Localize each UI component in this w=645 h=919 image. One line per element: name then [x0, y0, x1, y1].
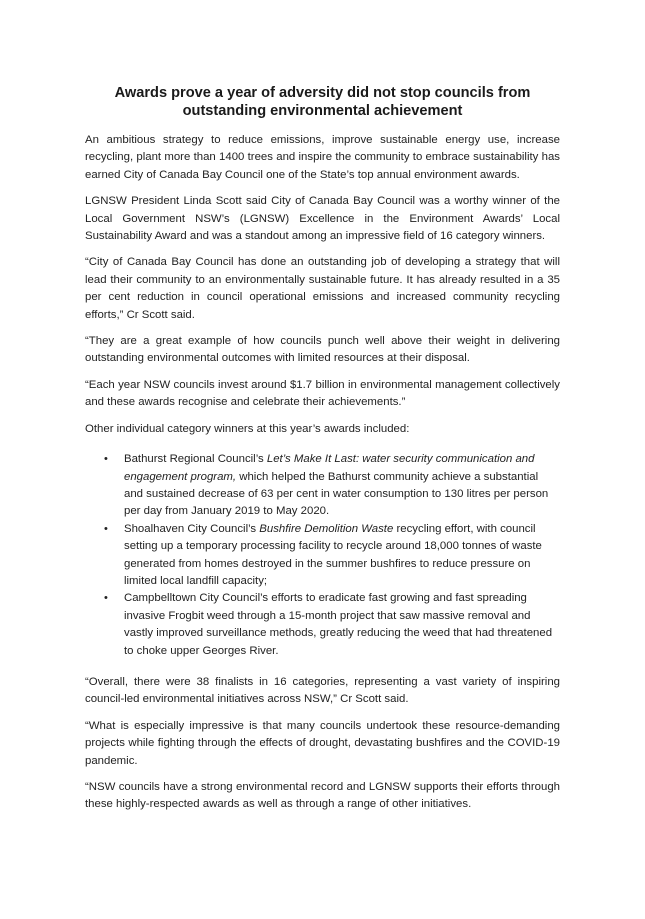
list-item-suffix: recycling effort, with council setting up a temporary processing facility to recycle around 18,000 tonnes of waste generated from homes destroyed in the summer bushfires to reduce pressure on limited local landfill capacity; — [124, 522, 542, 587]
paragraph-president-statement: LGNSW President Linda Scott said City of Canada Bay Council was a worthy winner of the Local Government NSW’s (LGNSW) Excellence in the Environment Awards’ Local Sustainability Award and was a standout among an impressive field of 16 category winners. — [85, 195, 560, 243]
list-item-italic: Bushfire Demolition Waste — [259, 522, 394, 535]
paragraph-intro: An ambitious strategy to reduce emissions, improve sustainable energy use, increase recycling, plant more than 1400 trees and inspire the community to embrace sustainability has earned City of Canada Bay Council one of the State’s top annual environment awards. — [85, 134, 560, 181]
bullet-icon: • — [104, 592, 108, 605]
document-title: Awards prove a year of adversity did not stop councils from outstanding environmental achievement — [114, 85, 531, 119]
list-item-prefix: Bathurst Regional Council’s — [124, 453, 267, 466]
list-item-prefix: Shoalhaven City Council’s — [124, 522, 260, 535]
list-item-suffix: which helped the Bathurst community achieve a substantial and sustained decrease of 63 per cent in water consumption to 130 litres per person per day from January 2019 to May 2020. — [124, 470, 549, 518]
list-item-prefix: Campbelltown City Council’s efforts to eradicate fast growing and fast spreading invasive Frogbit weed through a 15-month project that saw massive removal and vastly improved surveillance methods, greatly reducing the weed that had threatened to choke upper Georges River. — [124, 592, 553, 657]
paragraph-quote-investment: “Each year NSW councils invest around $1.7 billion in environmental management collectively and these awards recognise and celebrate their achievements.” — [85, 378, 560, 409]
paragraph-strong-record: “NSW councils have a strong environmental record and LGNSW supports their efforts through these highly-respected awards as well as through a range of other initiatives. — [85, 781, 560, 811]
list-item-shoalhaven — [85, 521, 560, 591]
bullet-icon: • — [104, 453, 108, 466]
paragraph-other-winners: Other individual category winners at this year’s awards included: — [85, 422, 410, 435]
list-item-italic: Let’s Make It Last: water security communication and engagement program, — [124, 453, 535, 483]
list-item-bathurst — [85, 451, 560, 521]
winners-list — [85, 451, 560, 660]
list-item-campbelltown — [85, 590, 560, 660]
paragraph-finalists: “Overall, there were 38 finalists in 16 categories, representing a vast variety of inspiring council-led environmental initiatives across NSW,” Cr Scott said. — [85, 675, 560, 706]
paragraph-quote-example: “They are a great example of how councils punch well above their weight in delivering outstanding environmental outcomes with limited resources at their disposal. — [85, 335, 560, 365]
document-page — [85, 84, 560, 823]
bullet-icon: • — [104, 522, 108, 535]
paragraph-impressive: “What is especially impressive is that many councils undertook these resource-demanding projects while fighting through the effects of drought, devastating bushfires and the COVID-19 pandemic. — [85, 719, 560, 767]
paragraph-quote-strategy: “City of Canada Bay Council has done an outstanding job of developing a strategy that will lead their community to an environmentally sustainable future. It has already resulted in a 35 per cent reduction in council operational emissions and increased community recycling efforts,” Cr Scott said. — [85, 256, 560, 321]
